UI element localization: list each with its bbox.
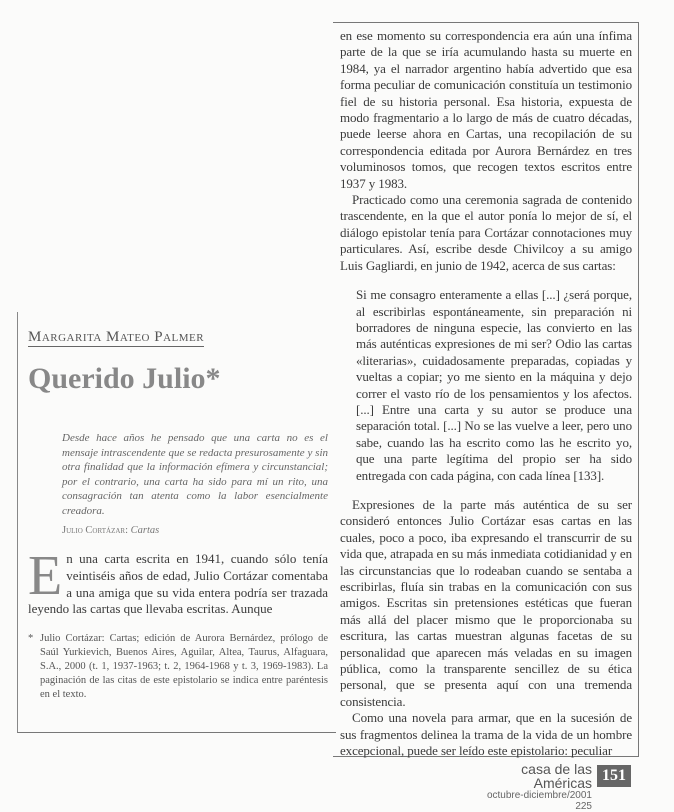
issue-info: octubre-diciembre/2001 225 [486, 790, 592, 812]
right-column [340, 28, 632, 759]
epigraph-work: Cartas [130, 525, 160, 536]
magazine-name: casa de las Américas [521, 761, 592, 791]
opening-paragraph [28, 545, 328, 618]
paragraph: Expresiones de la parte más auténtica de su ser consideró entonces Julio Cortázar esas cartas en las cuales, poco a poco, iba expresando el transcurrir de su vida que, atrapada en su más inmediata cotidianidad y en las circunstancias que lo rodeaban cuando se sentaba a escribirlas, fluía sin trabas en la comunicación con sus amigos. Escritas sin pretensiones estéticas que fueran más allá del placer mismo que le proporcionaba su escritura, las cartas muestran algunas facetas de su personalidad que aparecen más veladas en su imagen pública, como la transparente sencillez de su ética personal, que se presenta aquí con una tremenda consistencia. [340, 496, 632, 709]
left-column [28, 328, 328, 702]
page-number: 151 [597, 765, 631, 787]
page-footer [470, 762, 592, 812]
footnote [28, 632, 328, 702]
paragraph: Practicado como una ceremonia sagrada de contenido trascendente, en la que el autor ponía lo mejor de sí, el diálogo epistolar tenía para Cortázar connotaciones muy particulares. Así, escribe desde Chivilcoy a su amigo Luis Gagliardi, en junio de 1942, acerca de sus cartas: [340, 192, 632, 273]
drop-cap: E [28, 545, 63, 607]
opening-text: n una carta escrita en 1941, cuando sólo tenía veintiséis años de edad, Julio Cortázar comentaba a una amiga que su vida entera podría ser trazada leyendo las cartas que llevaba escritas. Aunque [28, 551, 328, 617]
epigraph-source [62, 524, 328, 537]
footnote-mark: * [28, 633, 34, 645]
epigraph: Desde hace años he pensado que una carta no es el mensaje intrascendente que se redacta presurosamente y sin otra finalidad que la información efímera y circunstancial; por el contrario, una carta ha sido para mí un rito, una consagración tan atenta como la labor esencialmente creadora. [62, 432, 328, 517]
article-title: Querido Julio* [28, 362, 221, 395]
author-name: Margarita Mateo Palmer [28, 329, 205, 345]
footnote-text: Julio Cortázar: Cartas; edición de Aurora Bernárdez, prólogo de Saúl Yurkievich, Buenos Aires, Aguilar, Altea, Taurus, Alfaguara, S.A., 2000 (t. 1, 1937-1963; t. 2, 1964-1968 y t. 3, 1969-1983). La paginación de las citas de este epistolario se indica entre paréntesis en el texto. [40, 633, 328, 701]
paragraph: en ese momento su correspondencia era aún una ínfima parte de la que se iría acumulando hasta su muerte en 1984, ya el narrador argentino había advertido que esa forma peculiar de comunicación constituía un testimonio fiel de su historia personal. Esa historia, expuesta de modo fragmentario a lo largo de más de cuatro décadas, puede leerse ahora en Cartas, una recopilación de su correspondencia editada por Aurora Bernárdez en tres voluminosos tomos, que recogen textos escritos entre 1937 y 1983. [340, 28, 632, 191]
paragraph: Como una novela para armar, que en la sucesión de sus fragmentos delinea la trama de la vida de un hombre excepcional, puede ser leído este epistolario: peculiar [340, 710, 632, 759]
block-quote: Si me consagro enteramente a ellas [...] ¿será porque, al escribirlas espontáneamente, sin preparación ni borradores de ninguna especie, las convierto en las más auténticas expresiones de mi ser? Odio las cartas «literarias», cuidadosamente preparadas, copiadas y vueltas a copiar; yo me siento en la máquina y dejo correr el vasto río de los pensamientos y los afectos. [...] Entre una carta y su autor se produce una separación total. [...] No se las vuelve a leer, pero uno sabe, cuando las ha escrito como las he escrito yo, que una parte legítima del propio ser ha sido entregada con cada página, con cada línea [133]. [356, 287, 632, 483]
epigraph-author: Julio Cortázar: [62, 525, 128, 536]
